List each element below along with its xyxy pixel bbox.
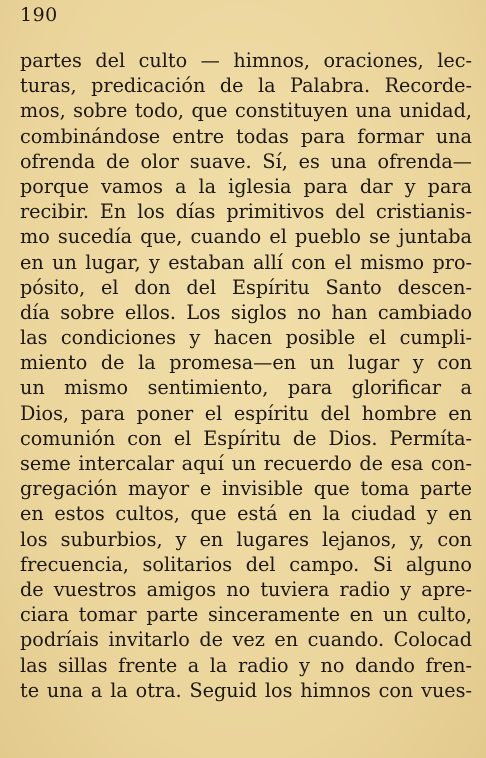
text-line: Dios, para poner el espíritu del hombre en bbox=[20, 401, 472, 425]
text-line: mos, sobre todo, que constituyen una unidad, bbox=[20, 99, 472, 123]
text-line: un mismo sentimiento, para glorificar a bbox=[20, 376, 472, 400]
text-line: ofrenda de olor suave. Sí, es una ofrenda— bbox=[20, 149, 472, 173]
text-line: pósito, el don del Espíritu Santo descen- bbox=[20, 275, 472, 299]
text-line: partes del culto — himnos, oraciones, lec- bbox=[20, 49, 472, 72]
text-line: te una a la otra. Seguid los himnos con vues- bbox=[20, 678, 472, 702]
text-line: seme intercalar aquí un recuerdo de esa con- bbox=[20, 452, 472, 475]
text-line: en estos cultos, que está en la ciudad y en bbox=[20, 502, 472, 526]
text-line: miento de la promesa—en un lugar y con bbox=[20, 351, 472, 375]
text-line: ciara tomar parte sinceramente en un culto, bbox=[20, 603, 472, 627]
text-line: las condiciones y hacen posible el cumpli- bbox=[20, 326, 472, 350]
text-line: frecuencia, solitarios del campo. Si alguno bbox=[20, 552, 472, 576]
page-number: 190 bbox=[20, 4, 58, 26]
text-line: día sobre ellos. Los siglos no han cambiado bbox=[20, 300, 472, 324]
text-line: podríais invitarlo de vez en cuando. Colocad bbox=[20, 628, 472, 652]
text-line: recibir. En los días primitivos del cristianis- bbox=[20, 200, 472, 224]
text-line: gregación mayor e invisible que toma parte bbox=[20, 477, 472, 501]
text-line: de vuestros amigos no tuviera radio y apre- bbox=[20, 577, 472, 601]
text-line: porque vamos a la iglesia para dar y para bbox=[20, 174, 472, 198]
text-line: comunión con el Espíritu de Dios. Permíta- bbox=[20, 426, 472, 450]
text-line: combinándose entre todas para formar una bbox=[20, 124, 472, 148]
text-line: las sillas frente a la radio y no dando fren- bbox=[20, 653, 472, 677]
text-line: mo sucedía que, cuando el pueblo se juntaba bbox=[20, 225, 472, 249]
text-line: los suburbios, y en lugares lejanos, y, con bbox=[20, 527, 472, 551]
body-text bbox=[20, 48, 472, 703]
text-line: en un lugar, y estaban allí con el mismo pro- bbox=[20, 250, 472, 274]
text-line: turas, predicación de la Palabra. Recorde- bbox=[20, 74, 472, 98]
